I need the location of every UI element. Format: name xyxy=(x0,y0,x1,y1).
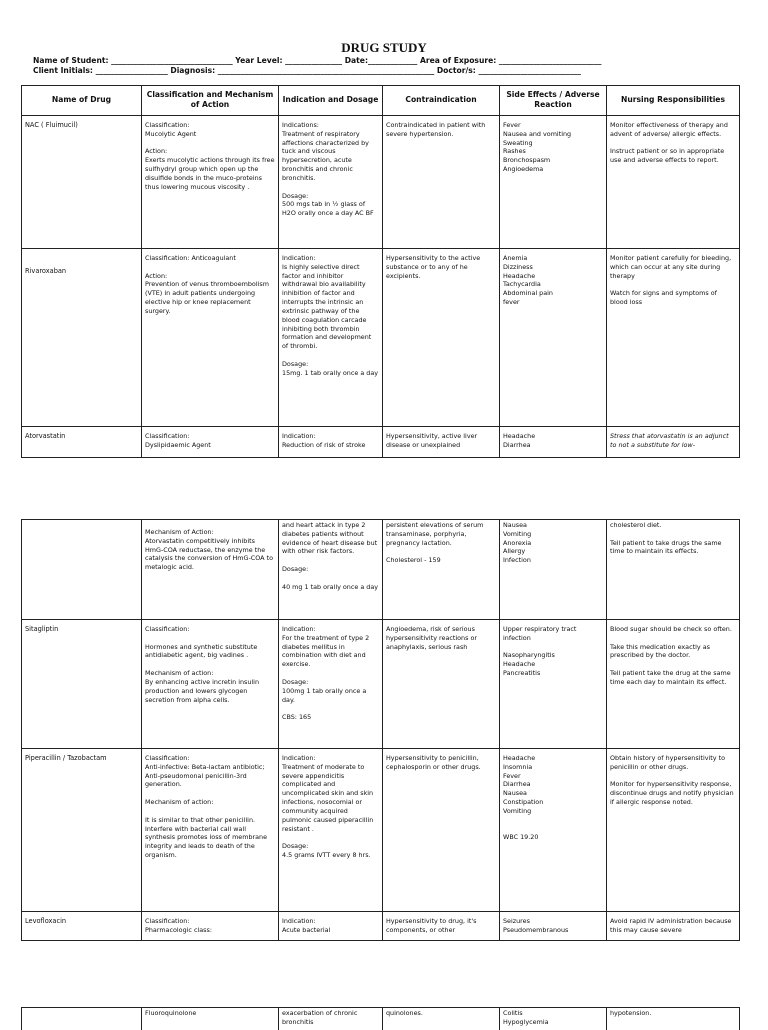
drug-name: Sitagliptin xyxy=(22,620,142,749)
drug-study-table-page-2 xyxy=(21,519,740,941)
nursing-cell: cholesterol diet. Tell patient to take drugs the same time to maintain its effects. xyxy=(607,520,740,620)
contraindication-cell: Hypersensitivity to drug, it's components, or other xyxy=(383,912,500,941)
contraindication-cell: Contraindicated in patient with severe hypertension. xyxy=(383,115,500,248)
indication-cell: Indication: Treatment of moderate to severe appendicitis complicated and uncomplicated skin and skin infections, nosocomial or community acquired pulmonic caused piperacillin resistant . Dosage: 4.5 grams IVTT every 8 hrs. xyxy=(279,749,383,912)
table-row xyxy=(22,248,740,426)
side-effects-cell: Headache Diarrhea xyxy=(500,426,607,457)
classification-cell: Classification: Dyslipidaemic Agent xyxy=(142,426,279,457)
classification-cell: Classification: Hormones and synthetic substitute antidiabetic agent, big vadines . Mechanism of action: By enhancing active incretin insulin production and lowers glycogen secretion from alpha cells. xyxy=(142,620,279,749)
table-row xyxy=(22,620,740,749)
table-header-row xyxy=(22,86,740,116)
classification-cell: Classification: Pharmacologic class: xyxy=(142,912,279,941)
drug-name: Atorvastatin xyxy=(22,426,142,457)
drug-name: NAC ( Fluimucil) xyxy=(22,115,142,248)
classification-cell: Fluoroquinolone xyxy=(142,1008,279,1030)
contraindication-cell: Angioedema, risk of serious hypersensitivity reactions or anaphylaxis, serious rash xyxy=(383,620,500,749)
contraindication-cell: quinolones. xyxy=(383,1008,500,1030)
drug-name: Rivaroxaban xyxy=(22,248,142,426)
contraindication-cell: Hypersensitivity, active liver disease or unexplained xyxy=(383,426,500,457)
nursing-cell: Monitor patient carefully for bleeding, which can occur at any site during therapy Watch for signs and symptoms of blood loss xyxy=(607,248,740,426)
drug-study-table-page-1 xyxy=(21,85,740,458)
table-row xyxy=(22,1008,740,1030)
classification-cell: Classification: Mucolytic Agent Action: Exerts mucolytic actions through its free sulfhydryl group which open up the disulfide bonds in the muco-proteins thus lowering mucous viscosity . xyxy=(142,115,279,248)
indication-cell: Indication: For the treatment of type 2 diabetes mellitus in combination with diet and exercise. Dosage: 100mg 1 tab orally once a day. CBS: 165 xyxy=(279,620,383,749)
student-info-line: Name of Student: ________________________________ Year Level: _______________ Date:_____________ Area of Exposure: ___________________________ xyxy=(33,56,602,65)
client-info-line: Client Initials: ___________________ Diagnosis: _________________________________________________________ Doctor/s: ___________________________ xyxy=(33,66,581,75)
side-effects-cell: Headache Insomnia Fever Diarrhea Nausea Constipation Vomiting WBC 19.20 xyxy=(500,749,607,912)
contraindication-cell: persistent elevations of serum transaminase, porphyria, pregnancy lactation. Cholesterol - 159 xyxy=(383,520,500,620)
nursing-cell: Monitor effectiveness of therapy and advent of adverse/ allergic effects. Instruct patient or so in appropriate use and adverse effects to report. xyxy=(607,115,740,248)
drug-name xyxy=(22,520,142,620)
header-side-effects: Side Effects / Adverse Reaction xyxy=(500,86,607,116)
contraindication-cell: Hypersensitivity to penicillin, cephalosporin or other drugs. xyxy=(383,749,500,912)
drug-name: Piperacillin / Tazobactam xyxy=(22,749,142,912)
side-effects-cell: Anemia Dizziness Headache Tachycardia Abdominal pain fever xyxy=(500,248,607,426)
document-title: DRUG STUDY xyxy=(341,40,427,55)
nursing-cell: Obtain history of hypersensitivity to penicillin or other drugs. Monitor for hypersensitivity response, discontinue drugs and notify physician if allergic response noted. xyxy=(607,749,740,912)
table-row xyxy=(22,749,740,912)
indication-cell: and heart attack in type 2 diabetes patients without evidence of heart disease but with other risk factors. Dosage: 40 mg 1 tab orally once a day xyxy=(279,520,383,620)
header-nursing: Nursing Responsibilities xyxy=(607,86,740,116)
side-effects-cell: Fever Nausea and vomiting Sweating Rashes Bronchospasm Angioedema xyxy=(500,115,607,248)
indication-cell: Indications: Treatment of respiratory affections characterized by tuck and viscous hypersecretion, acute bronchitis and chronic bronchitis. Dosage: 500 mgs tab in ½ glass of H2O orally once a day AC BF xyxy=(279,115,383,248)
header-indication: Indication and Dosage xyxy=(279,86,383,116)
indication-cell: exacerbation of chronic bronchitis xyxy=(279,1008,383,1030)
side-effects-cell: Seizures Pseudomembranous xyxy=(500,912,607,941)
indication-cell: Indication: Reduction of risk of stroke xyxy=(279,426,383,457)
drug-name: Levofloxacin xyxy=(22,912,142,941)
side-effects-cell: Nausea Vomiting Anorexia Allergy Infection xyxy=(500,520,607,620)
nursing-cell: Stress that atorvastatin is an adjunct to not a substitute for low- xyxy=(607,426,740,457)
nursing-cell: hypotension. xyxy=(607,1008,740,1030)
header-classification: Classification and Mechanism of Action xyxy=(142,86,279,116)
indication-cell: Indication: Is highly selective direct factor and inhibitor withdrawal bio availability inhibition of factor and interrupts the intrinsic an extrinsic pathway of the blood coagulation carcade inhibiting both thrombin formation and development of thrombi. Dosage: 15mg. 1 tab orally once a day xyxy=(279,248,383,426)
header-contraindication: Contraindication xyxy=(383,86,500,116)
classification-cell: Classification: Anticoagulant Action: Prevention of venus thromboembolism (VTE) in adult patients undergoing elective hip or knee replacement surgery. xyxy=(142,248,279,426)
drug-study-table-page-3 xyxy=(21,1007,740,1030)
nursing-cell: Avoid rapid IV administration because this may cause severe xyxy=(607,912,740,941)
table-row xyxy=(22,115,740,248)
side-effects-cell: Colitis Hypoglycemia xyxy=(500,1008,607,1030)
side-effects-cell: Upper respiratory tract infection Nasopharyngitis Headache Pancreatitis xyxy=(500,620,607,749)
table-row xyxy=(22,426,740,457)
drug-name xyxy=(22,1008,142,1030)
indication-cell: Indication: Acute bacterial xyxy=(279,912,383,941)
classification-cell: Mechanism of Action: Atorvastatin competitively inhibits HmG-COA reductase, the enzyme the catalysis the conversion of HmG-COA to metalogic acid. xyxy=(142,520,279,620)
contraindication-cell: Hypersensitivity to the active substance or to any of he excipients. xyxy=(383,248,500,426)
header-name-of-drug: Name of Drug xyxy=(22,86,142,116)
table-row xyxy=(22,912,740,941)
nursing-cell: Blood sugar should be check so often. Take this medication exactly as prescribed by the doctor. Tell patient take the drug at the same time each day to maintain its effect. xyxy=(607,620,740,749)
classification-cell: Classification: Anti-infective: Beta-lactam antibiotic; Anti-pseudomonal penicillin-3rd generation. Mechanism of action: It is similar to that other penicillin. Interfere with bacterial call wall synthesis promotes loss of membrane integrity and leads to death of the organism. xyxy=(142,749,279,912)
table-row xyxy=(22,520,740,620)
